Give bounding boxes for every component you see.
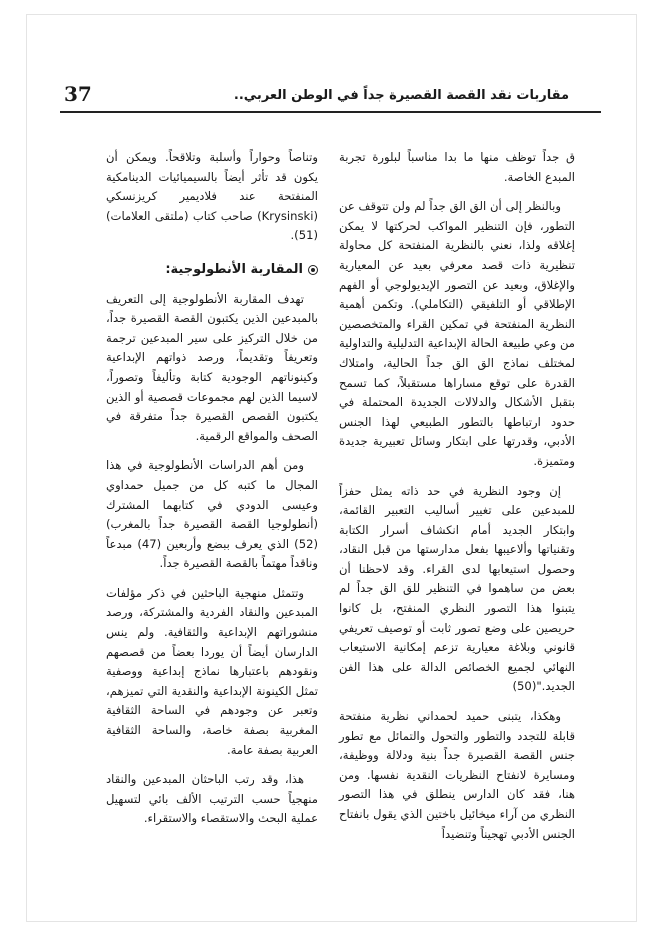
- section-heading-text: المقاربة الأنطولوجية:: [165, 261, 303, 277]
- right-column: [339, 148, 575, 854]
- paragraph: وتتمثل منهجية الباحثين في ذكر مؤلفات المبدعين والنقاد الفردية والمشتركة، ورصد منشوراتهم الإبداعية والثقافية. ولم ينس الدارسان أيضاً أن يوردا بعضاً من قصصهم ونقودهم باعتبارها نماذج إبداعية ووصفية تمثل الكينونة الإبداعية والنقدية التي تميزهم، وتعبر عن وجودهم في الساحة الثقافية المغربية بصفة خاصة، والساحة الثقافية العربية بصفة عامة.: [106, 585, 318, 757]
- paragraph: وهكذا، يتبنى حميد لحمداني نظرية منفتحة قابلة للتجدد والتطور والتحول والتمائل مع تطور جنس القصة القصيرة جداً بنية ودلالة ووظيفة، ومسايرة لانفتاح النظريات النقدية نفسها. ومن هنا، فقد كان الدارس ينطلق في هذا التصور النظري من آراء ميخائيل باختين الذي يقول بانفتاح الجنس الأدبي تهجيناً وتنضيداً: [339, 709, 575, 841]
- bullet-circle-icon: [308, 265, 318, 275]
- running-title: مقاربات نقد القصة القصيرة جداً في الوطن العربي..: [233, 88, 569, 103]
- paragraph: ق جداً توظف منها ما بدا مناسباً لبلورة تجربة المبدع الخاصة.: [339, 150, 575, 184]
- left-column: [106, 148, 318, 839]
- page-number: 37: [64, 82, 92, 106]
- paragraph: تهدف المقاربة الأنطولوجية إلى التعريف بالمبدعين الذين يكتبون القصة القصيرة جداً، من خلال التركيز على سير المبدعين ترجمة وتعريفاً وتقديماً، ورصد ذواتهم الإبداعية وكينوناتهم الوجودية كتابة وتأليفاً وتصوراً، لاسيما الذين لهم مجموعات قصصية أو الذين يكتبون القصص القصيرة جداً متفرقة في الصحف والمواقع الرقمية.: [106, 291, 318, 443]
- paragraph: ومن أهم الدراسات الأنطولوجية في هذا المجال ما كتبه كل من جميل حمداوي وعيسى الدودي في كتابهما المشترك (أنطولوجيا القصة القصيرة جداً بالمغرب)(52) الذي يعرف ببضع وأربعين (47) مبدعاً وناقداً مهتماً بالقصة القصيرة جداً.: [106, 458, 318, 571]
- paragraph: وبالنظر إلى أن الق الق جداً لم ولن تتوقف عن التطور، فإن التنظير المواكب لحركتها لا يمكن إغلاقه ولذا، نعني بالنظرية المنفتحة كل محاولة تنظيرية ذات قصد معرفي بعيد عن المعيارية والإغلاق، وبعيد عن التصور الإيديولوجي أو الفهم الإطلاقي أو التلفيقي (التكاملي). وتكمن أهمية النظرية المنفتحة في تمكين القراء والمتخصصين من وعي طبيعة الحالة الإبداعية التدليلية والتداولية لمختلف نماذج الق الق جداً الحالية، وامتلاك القدرة على توقع مساراها مستقبلاً، كما تسمح بتقبل الأشكال والدلالات الجديدة المحتملة في حدود ارتباطها بالتطور الطبيعي لهذا الجنس الأدبي، وقدرتها على ابتكار وسائل تعبيرية جديدة ومتميزة.: [339, 199, 575, 468]
- paragraph: هذا، وقد رتب الباحثان المبدعين والنقاد منهجياً حسب الترتيب الألف بائي لتسهيل عملية البحث والاستقصاء والاستقراء.: [106, 772, 318, 826]
- paragraph: إن وجود النظرية في حد ذاته يمثل حفزاً للمبدعين على تغيير أساليب التعبير القائمة، وابتكار الجديد أمام انكشاف أسرار الكتابة وتقنياتها وألاعيبها بفعل مدارستها من قبل النقاد، وحصول استيعابها لدى القراء. وقد لاحظنا أن بعض من ساهموا في التنظير للق الق جداً لم يتبنوا هذا التصور النظري المنفتح، بل كانوا حريصين على وضع تصور ثابت أو توصيف تعريفي قانوني وبلاغة معيارية تزعم إمكانية الاستيعاب النهائي لجميع الخصائص الدالة على هذا الفن الجديد."(50): [339, 483, 575, 694]
- header-rule: [60, 111, 601, 113]
- section-heading: [106, 260, 318, 280]
- paragraph: وتناصاً وحواراً وأسلبة وتلاقحاً. ويمكن أن يكون قد تأثر أيضاً بالسيميائيات الدينامكية المنفتحة عند فلاديمير كريزنسكي (Krysinski) صاحب كتاب (ملتقى العلامات)(51).: [106, 150, 318, 243]
